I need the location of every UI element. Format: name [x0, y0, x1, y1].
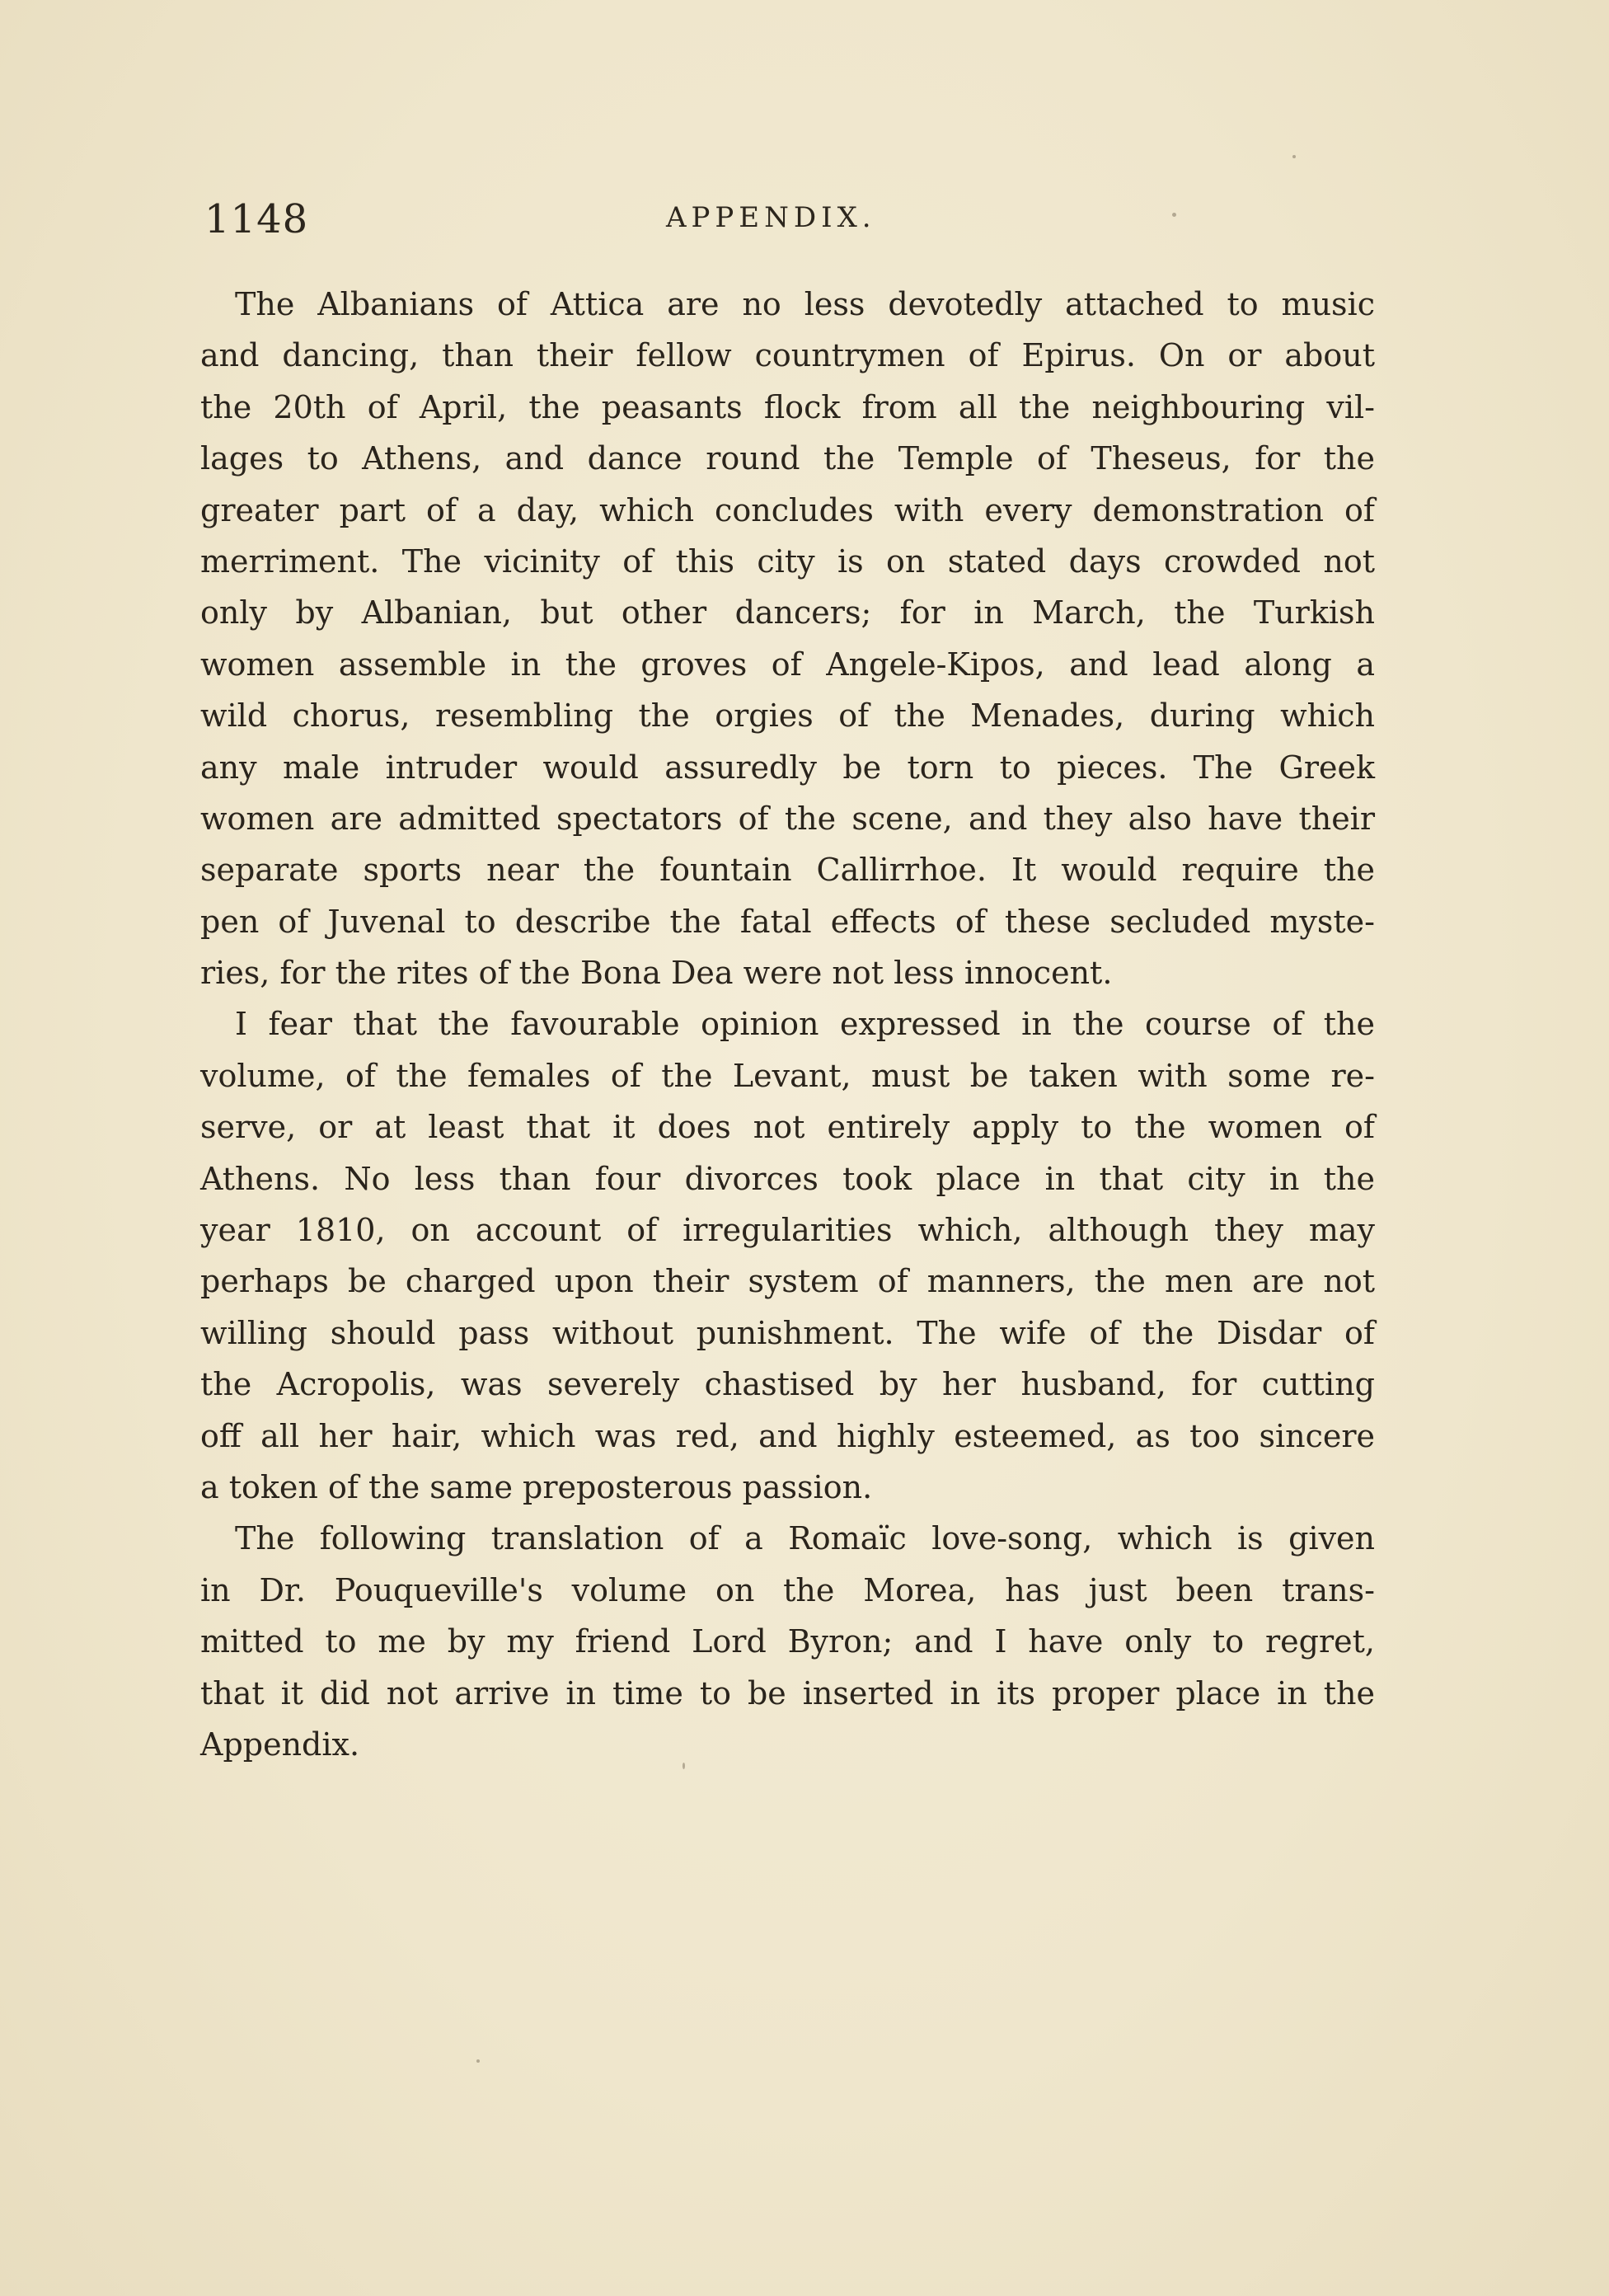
- text-line: ries, for the rites of the Bona Dea were not less innocent.: [200, 955, 1113, 992]
- body-text: [200, 279, 1375, 1770]
- page-number: 1148: [204, 196, 309, 242]
- text-line: mitted to me by my friend Lord Byron; and I have only to regret,: [200, 1623, 1375, 1660]
- text-line: serve, or at least that it does not entirely apply to the women of: [200, 1109, 1375, 1146]
- text-line: women are admitted spectators of the scene, and they also have their: [200, 800, 1375, 837]
- paper-speck: [1172, 213, 1176, 217]
- text-line: and dancing, than their fellow countrymen of Epirus. On or about: [200, 337, 1375, 374]
- text-line: pen of Juvenal to describe the fatal effects of these secluded myste-: [200, 903, 1375, 940]
- text-line: a token of the same preposterous passion.: [200, 1468, 873, 1505]
- text-line: the Acropolis, was severely chastised by her husband, for cutting: [200, 1366, 1375, 1403]
- text-line: The following translation of a Romaïc love-song, which is given: [235, 1520, 1375, 1557]
- text-line: women assemble in the groves of Angele-Kipos, and lead along a: [200, 646, 1375, 683]
- text-line: only by Albanian, but other dancers; for in March, the Turkish: [200, 594, 1375, 632]
- paper-speck: [476, 2059, 480, 2063]
- text-line: Appendix.: [200, 1726, 360, 1763]
- text-line: year 1810, on account of irregularities which, although they may: [200, 1212, 1375, 1249]
- text-line: wild chorus, resembling the orgies of the Menades, during which: [200, 697, 1375, 735]
- paper-speck: [1292, 155, 1296, 158]
- text-line: lages to Athens, and dance round the Temple of Theseus, for the: [200, 440, 1375, 477]
- text-line: volume, of the females of the Levant, must be taken with some re-: [200, 1057, 1375, 1094]
- text-line: merriment. The vicinity of this city is on stated days crowded not: [200, 542, 1375, 580]
- text-line: The Albanians of Attica are no less devotedly attached to music: [235, 286, 1375, 322]
- text-line: separate sports near the fountain Callirrhoe. It would require the: [200, 852, 1375, 889]
- text-line: that it did not arrive in time to be inserted in its proper place in the: [200, 1674, 1375, 1711]
- text-line: willing should pass without punishment. The wife of the Disdar of: [200, 1314, 1375, 1351]
- paper-speck: [683, 1763, 685, 1769]
- text-line: greater part of a day, which concludes with every demonstration of: [200, 491, 1375, 528]
- text-line: in Dr. Pouqueville's volume on the Morea, has just been trans-: [200, 1571, 1375, 1608]
- text-line: off all her hair, which was red, and highly esteemed, as too sincere: [200, 1417, 1375, 1454]
- text-line: any male intruder would assuredly be torn to pieces. The Greek: [200, 749, 1375, 786]
- running-head: [204, 196, 1391, 246]
- text-line: perhaps be charged upon their system of manners, the men are not: [200, 1263, 1375, 1300]
- text-line: Athens. No less than four divorces took place in that city in the: [200, 1160, 1375, 1197]
- text-line: the 20th of April, the peasants flock from all the neighbouring vil-: [200, 388, 1375, 425]
- text-line: I fear that the favourable opinion expressed in the course of the: [235, 1006, 1375, 1043]
- running-title: APPENDIX.: [666, 201, 876, 234]
